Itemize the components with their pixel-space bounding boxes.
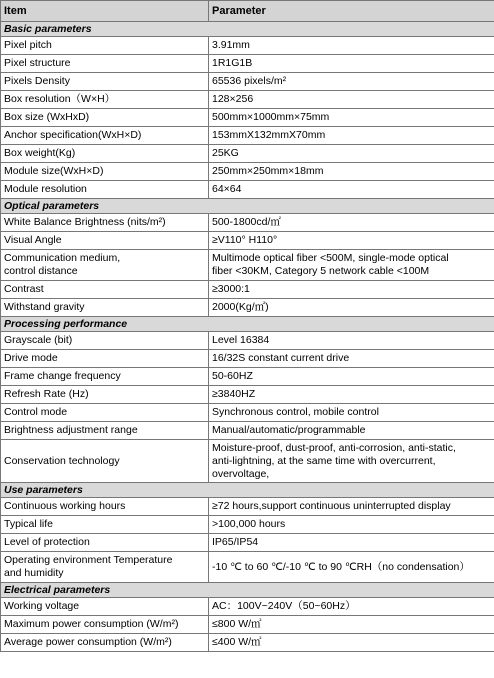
- item-cell: Control mode: [1, 404, 209, 422]
- item-cell: Module resolution: [1, 181, 209, 199]
- item-cell: Average power consumption (W/m²): [1, 634, 209, 652]
- table-row: [1, 91, 494, 109]
- item-cell: Visual Angle: [1, 232, 209, 250]
- table-row: [1, 440, 494, 483]
- parameter-cell: Moisture-proof, dust-proof, anti-corrosion, anti-static, anti-lightning, at the same time with overcurrent, overvoltage,: [209, 440, 494, 483]
- table-row: [1, 404, 494, 422]
- table-row: [1, 281, 494, 299]
- item-cell: Operating environment Temperature and humidity: [1, 552, 209, 583]
- item-cell: Pixel pitch: [1, 37, 209, 55]
- table-row: [1, 109, 494, 127]
- header-item-cell: Item: [1, 1, 209, 22]
- table-row: [1, 332, 494, 350]
- parameter-cell: >100,000 hours: [209, 516, 494, 534]
- item-cell: Continuous working hours: [1, 498, 209, 516]
- table-row: [1, 37, 494, 55]
- parameter-cell: 128×256: [209, 91, 494, 109]
- item-cell: Typical life: [1, 516, 209, 534]
- parameter-cell: Multimode optical fiber <500M, single-mode optical fiber <30KM, Category 5 network cable <100M: [209, 250, 494, 281]
- item-cell: Withstand gravity: [1, 299, 209, 317]
- item-cell: Working voltage: [1, 598, 209, 616]
- parameter-cell: 50-60HZ: [209, 368, 494, 386]
- table-row: [1, 516, 494, 534]
- table-row: [1, 552, 494, 583]
- section-title: Electrical parameters: [1, 583, 494, 598]
- parameter-cell: ≥3000:1: [209, 281, 494, 299]
- parameter-cell: 2000(Kg/㎡): [209, 299, 494, 317]
- parameter-cell: ≤800 W/㎡: [209, 616, 494, 634]
- table-row: [1, 181, 494, 199]
- table-row: [1, 299, 494, 317]
- table-row: [1, 55, 494, 73]
- parameter-cell: -10 ℃ to 60 ℃/-10 ℃ to 90 ℃RH（no condensation）: [209, 552, 494, 583]
- section-header-row: [1, 199, 494, 214]
- item-cell: Frame change frequency: [1, 368, 209, 386]
- table-row: [1, 386, 494, 404]
- parameter-cell: 500-1800cd/㎡: [209, 214, 494, 232]
- item-cell: Anchor specification(WxH×D): [1, 127, 209, 145]
- parameter-cell: Synchronous control, mobile control: [209, 404, 494, 422]
- section-title: Use parameters: [1, 483, 494, 498]
- section-header-row: [1, 583, 494, 598]
- table-row: [1, 634, 494, 652]
- item-cell: Box size (WxHxD): [1, 109, 209, 127]
- spec-table-body: [1, 1, 494, 652]
- section-title: Optical parameters: [1, 199, 494, 214]
- parameter-cell: IP65/IP54: [209, 534, 494, 552]
- table-row: [1, 616, 494, 634]
- item-cell: Conservation technology: [1, 440, 209, 483]
- item-cell: Pixel structure: [1, 55, 209, 73]
- table-row: [1, 422, 494, 440]
- section-header-row: [1, 22, 494, 37]
- item-cell: Contrast: [1, 281, 209, 299]
- parameter-cell: Manual/automatic/programmable: [209, 422, 494, 440]
- parameter-cell: 500mm×1000mm×75mm: [209, 109, 494, 127]
- parameter-cell: 65536 pixels/m²: [209, 73, 494, 91]
- parameter-cell: ≥3840HZ: [209, 386, 494, 404]
- section-header-row: [1, 483, 494, 498]
- table-header-row: [1, 1, 494, 22]
- item-cell: Module size(WxH×D): [1, 163, 209, 181]
- table-row: [1, 232, 494, 250]
- parameter-cell: Level 16384: [209, 332, 494, 350]
- item-cell: Drive mode: [1, 350, 209, 368]
- parameter-cell: ≤400 W/㎡: [209, 634, 494, 652]
- item-cell: Brightness adjustment range: [1, 422, 209, 440]
- section-header-row: [1, 317, 494, 332]
- table-row: [1, 73, 494, 91]
- table-row: [1, 214, 494, 232]
- section-title: Processing performance: [1, 317, 494, 332]
- item-cell: Level of protection: [1, 534, 209, 552]
- table-row: [1, 534, 494, 552]
- section-title: Basic parameters: [1, 22, 494, 37]
- parameter-cell: 16/32S constant current drive: [209, 350, 494, 368]
- table-row: [1, 127, 494, 145]
- table-row: [1, 163, 494, 181]
- parameter-cell: ≥V110° H110°: [209, 232, 494, 250]
- table-row: [1, 350, 494, 368]
- header-parameter-cell: Parameter: [209, 1, 494, 22]
- table-row: [1, 368, 494, 386]
- parameter-cell: 25KG: [209, 145, 494, 163]
- item-cell: Refresh Rate (Hz): [1, 386, 209, 404]
- item-cell: White Balance Brightness (nits/m²): [1, 214, 209, 232]
- item-cell: Maximum power consumption (W/m²): [1, 616, 209, 634]
- table-row: [1, 250, 494, 281]
- table-row: [1, 145, 494, 163]
- parameter-cell: 3.91mm: [209, 37, 494, 55]
- item-cell: Box resolution（W×H）: [1, 91, 209, 109]
- item-cell: Box weight(Kg): [1, 145, 209, 163]
- parameter-cell: 153mmX132mmX70mm: [209, 127, 494, 145]
- item-cell: Pixels Density: [1, 73, 209, 91]
- parameter-cell: AC：100V~240V（50~60Hz）: [209, 598, 494, 616]
- table-row: [1, 498, 494, 516]
- parameter-cell: 1R1G1B: [209, 55, 494, 73]
- table-row: [1, 598, 494, 616]
- parameter-cell: ≥72 hours,support continuous uninterrupted display: [209, 498, 494, 516]
- item-cell: Communication medium, control distance: [1, 250, 209, 281]
- parameter-cell: 64×64: [209, 181, 494, 199]
- parameter-cell: 250mm×250mm×18mm: [209, 163, 494, 181]
- item-cell: Grayscale (bit): [1, 332, 209, 350]
